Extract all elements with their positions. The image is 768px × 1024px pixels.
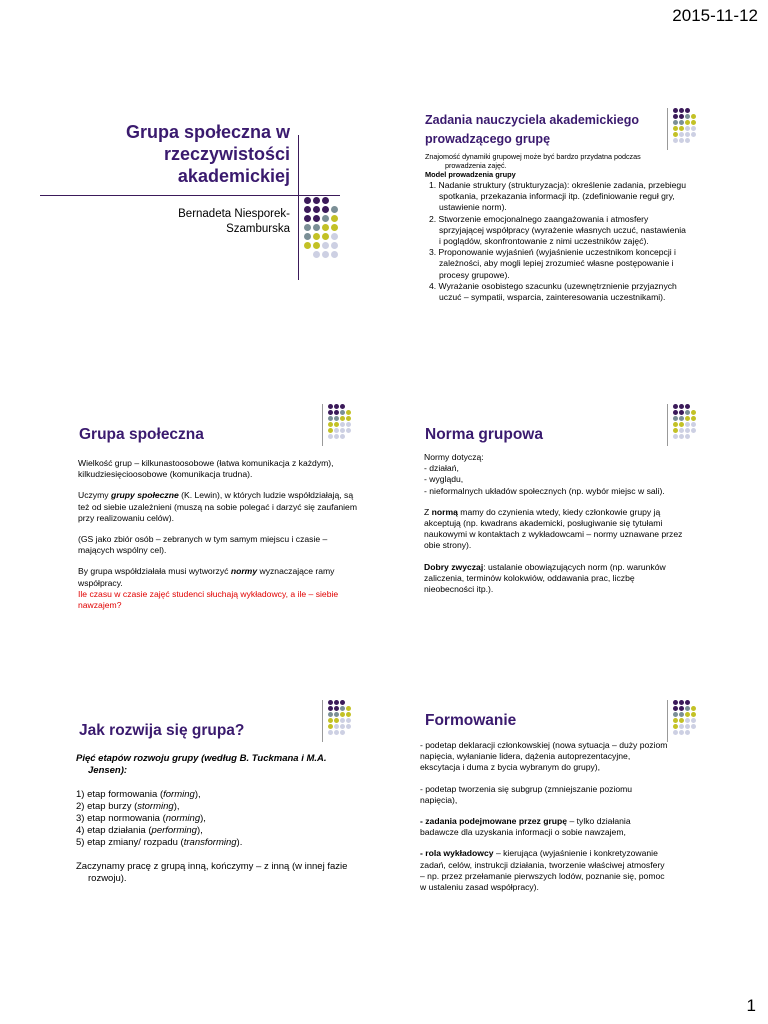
paragraph: - podetap tworzenia się subgrup (zmniejszanie poziomu napięcia), (420, 783, 633, 805)
line: - nieformalnych układów społecznych (np. wybór miejsc w sali). (424, 485, 665, 496)
slide-2-body: Znajomość dynamiki grupowej może być bardzo przydatna podczas prowadzenia zajęć. Model prowadzenia grupy 1. Nadanie struktury (strukturyzacja): określenie zadania, przebiegu spotkania, przekazania informacji itp. (zdefiniowanie reguł gry, ustawienie norm). 2. Stworzenie emocjonalnego zaangażowania i atmosfery sprzyjającej współpracy (wyrażenie własnych uczuć, nastawienia i poglądów, skonfrontowanie z nimi uczestników zajęć). 3. Proponowanie wyjaśnień (wyjaśnienie uczestnikom koncepcji i zależności, aby mogli lepiej zrozumieć własne postępowanie i procesy grupowe). 4. Wyrażanie osobistego szacunku (uzewnętrznienie przyjaznych uczuć – sympatii, wsparcia, zainteresowania uczestnikami). (425, 152, 686, 303)
title-underline (40, 195, 340, 196)
paragraph: Dobry zwyczaj: ustalanie obowiązujących norm (np. warunków zaliczenia, terminów kolokwiów, oddawania prac, liczbę nieobecności itp.). (424, 561, 666, 595)
paragraph: Uczymy grupy społeczne (K. Lewin), w których ludzie współdziałają, są też od siebie uzależnieni (muszą na sobie polegać i darzyć się zaufaniem przy realizowaniu celów). (78, 490, 357, 523)
paragraph: - podetap deklaracji członkowskiej (nowa sytuacja – duży poziom napięcia, wyłanianie lidera, dążenia autoprezentacyjne, ekscytacja i duma z bycia wybranym do grupy), (420, 740, 668, 773)
vertical-divider (322, 700, 323, 742)
slide-1-title: Grupa społeczna w rzeczywistości akademickiej (125, 122, 290, 186)
vertical-divider (322, 404, 323, 446)
decorative-dot-grid (304, 197, 340, 260)
slide-4-title: Norma grupowa (425, 426, 543, 443)
slide-6-title: Formowanie (425, 712, 517, 729)
slide-5-title: Jak rozwija się grupa? (79, 722, 245, 739)
slide-6-body (420, 740, 670, 893)
vertical-divider (667, 404, 668, 446)
decorative-dot-grid (673, 108, 697, 144)
paragraph: Z normą mamy do czynienia wtedy, kiedy członkowie grupy ją akceptują (np. kwadrans akademicki, posługiwanie się tytułami naukowymi w kontaktach z wykładowcami – normy uznawane przez obie strony). (424, 506, 683, 551)
decorative-dot-grid (673, 700, 697, 736)
paragraph: By grupa współdziałała musi wytworzyć normy wyznaczające ramy współpracy. (78, 566, 335, 588)
paragraph: - zadania podejmowane przez grupę – tylko działania badawcze dla uzyskania informacji o sobie nawzajem, (420, 816, 631, 838)
decorative-dot-grid (328, 404, 352, 440)
slide-5-body (76, 753, 356, 885)
closing-paragraph: Zaczynamy pracę z grupą inną, kończymy – z inną (w innej fazie rozwoju). (76, 861, 348, 884)
decorative-dot-grid (673, 404, 697, 440)
list-item: 1) etap formowania (forming), (76, 789, 201, 800)
line: Normy dotyczą: (424, 452, 484, 462)
question-red: Ile czasu w czasie zajęć studenci słuchają wykładowcy, a ile – siebie nawzajem? (78, 588, 339, 611)
paragraph: (GS jako zbiór osób – zebranych w tym samym miejscu i czasie – mających wspólny cel). (78, 534, 328, 556)
vertical-divider (298, 135, 299, 280)
slide-4-body (424, 452, 686, 595)
slide-2-intro: Znajomość dynamiki grupowej może być bardzo przydatna podczas (425, 152, 641, 161)
vertical-divider (667, 700, 668, 742)
slide-3-body (78, 458, 362, 611)
slide-3-title: Grupa społeczna (79, 426, 204, 443)
list-item: 4) etap działania (performing), (76, 825, 203, 836)
model-heading: Model prowadzenia grupy (425, 170, 516, 179)
paragraph: - rola wykładowcy – kierująca (wyjaśnienie i konkretyzowanie zadań, celów, instrukcji działania, tworzenie właściwej atmosfery – np. przez przełamanie pierwszych lodów, poznanie się, pomoc w ustaleniu zasad współpracy). (420, 848, 665, 893)
list-item: 3) etap normowania (norming), (76, 813, 206, 824)
list-item: 2. Stworzenie emocjonalnego zaangażowania i atmosfery sprzyjającej współpracy (wyrażenie własnych uczuć, nastawienia i poglądów, skonfrontowanie z nimi uczestników zajęć). (429, 213, 686, 247)
stage-list (76, 789, 356, 849)
slide-5-subtitle: Pięć etapów rozwoju grupy (według B. Tuckmana i M.A. Jensen): (76, 753, 327, 776)
slide-2-title: Zadania nauczyciela akademickiego prowadzącego grupę (425, 113, 639, 146)
line: - działań, (424, 463, 459, 474)
page-number: 1 (746, 996, 756, 1015)
decorative-dot-grid (328, 700, 352, 736)
list-item: 4. Wyrażanie osobistego szacunku (uzewnętrznienie przyjaznych uczuć – sympatii, wsparcia, zainteresowania uczestnikami). (429, 280, 677, 303)
list-item: 2) etap burzy (storming), (76, 801, 180, 812)
list-item: 3. Proponowanie wyjaśnień (wyjaśnienie uczestnikom koncepcji i zależności, aby mogli lepiej zrozumieć własne postępowanie i procesy grupowe). (429, 247, 676, 280)
page-date: 2015-11-12 (672, 6, 758, 25)
list-item: 1. Nadanie struktury (strukturyzacja): określenie zadania, przebiegu spotkania, przekazania informacji itp. (zdefiniowanie reguł gry, ustawienie norm). (429, 180, 686, 213)
vertical-divider (667, 108, 668, 150)
list-item: 5) etap zmiany/ rozpadu (transforming). (76, 837, 243, 848)
paragraph: Wielkość grup – kilkunastoosobowe (łatwa komunikacja z każdym), kilkudziesięcioosobowe (komunikacja trudna). (78, 458, 334, 480)
slide-1-author: Bernadeta Niesporek- Szamburska (178, 208, 290, 235)
line: - wyglądu, (424, 474, 464, 485)
